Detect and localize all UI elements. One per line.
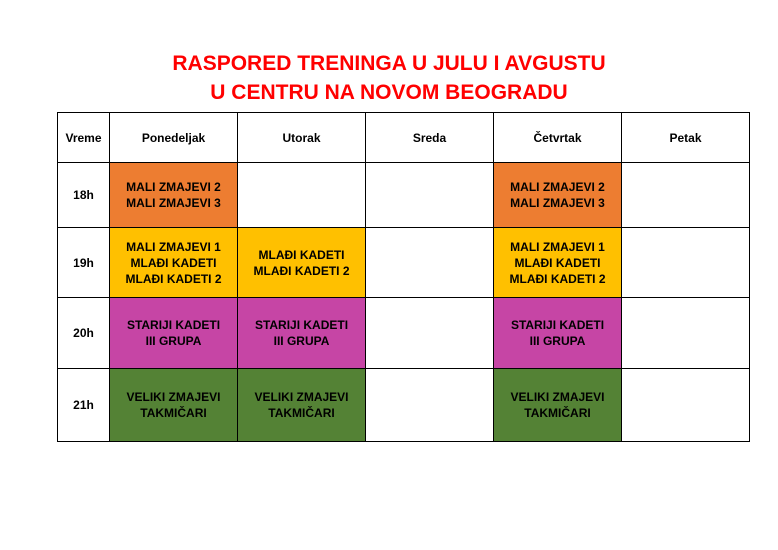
group-name: TAKMIČARI: [524, 406, 591, 420]
schedule-table: [57, 112, 750, 442]
schedule-cell-thursday: [494, 298, 622, 369]
page-title-line-2: U CENTRU NA NOVOM BEOGRADU: [210, 81, 568, 104]
group-name: MLAĐI KADETI: [258, 247, 345, 262]
group-name: TAKMIČARI: [268, 406, 335, 420]
group-name: MLAĐI KADETI 2: [125, 271, 222, 286]
time-cell: 18h: [58, 163, 110, 228]
table-row: [58, 163, 750, 228]
time-cell: 19h: [58, 228, 110, 298]
schedule-cell-monday: [110, 228, 238, 298]
group-name: MALI ZMAJEVI 3: [510, 196, 605, 210]
group-name: III GRUPA: [529, 334, 586, 348]
group-name: VELIKI ZMAJEVI: [126, 390, 221, 404]
group-name: VELIKI ZMAJEVI: [510, 390, 605, 404]
schedule-cell-thursday: [494, 228, 622, 298]
schedule-cell-wednesday: [366, 228, 494, 298]
header-cell-monday: Ponedeljak: [110, 113, 238, 163]
header-cell-time: Vreme: [58, 113, 110, 163]
schedule-cell-monday: [110, 298, 238, 369]
schedule-cell-tuesday: [238, 369, 366, 442]
schedule-cell-tuesday: [238, 163, 366, 228]
group-name: MALI ZMAJEVI 3: [126, 196, 221, 210]
schedule-cell-friday: [622, 369, 750, 442]
table-row: [58, 228, 750, 298]
group-name: STARIJI KADETI: [126, 318, 221, 332]
schedule-cell-thursday: [494, 369, 622, 442]
header-row: [58, 113, 750, 163]
group-name: III GRUPA: [273, 334, 330, 348]
table-row: [58, 369, 750, 442]
group-name: III GRUPA: [145, 334, 202, 348]
header-cell-friday: Petak: [622, 113, 750, 163]
group-name: MLAĐI KADETI 2: [253, 263, 350, 278]
header-cell-wednesday: Sreda: [366, 113, 494, 163]
group-name: MLAĐI KADETI 2: [509, 271, 606, 286]
schedule-cell-wednesday: [366, 298, 494, 369]
schedule-cell-wednesday: [366, 163, 494, 228]
time-cell: 21h: [58, 369, 110, 442]
group-name: MLAĐI KADETI: [514, 255, 601, 270]
page-title-line-1: RASPORED TRENINGA U JULU I AVGUSTU: [172, 52, 606, 75]
group-name: MALI ZMAJEVI 1: [126, 239, 221, 254]
group-name: STARIJI KADETI: [254, 318, 349, 332]
group-name: TAKMIČARI: [140, 406, 207, 420]
group-name: VELIKI ZMAJEVI: [254, 390, 349, 404]
time-cell: 20h: [58, 298, 110, 369]
header-cell-tuesday: Utorak: [238, 113, 366, 163]
table-row: [58, 298, 750, 369]
group-name: STARIJI KADETI: [510, 318, 605, 332]
schedule-cell-monday: [110, 369, 238, 442]
schedule-cell-tuesday: [238, 228, 366, 298]
group-name: MALI ZMAJEVI 2: [510, 180, 605, 194]
schedule-cell-thursday: [494, 163, 622, 228]
schedule-cell-friday: [622, 298, 750, 369]
schedule-cell-monday: [110, 163, 238, 228]
group-name: MALI ZMAJEVI 1: [510, 239, 605, 254]
header-cell-thursday: Četvrtak: [494, 113, 622, 163]
group-name: MLAĐI KADETI: [130, 255, 217, 270]
schedule-cell-tuesday: [238, 298, 366, 369]
schedule-cell-wednesday: [366, 369, 494, 442]
schedule-cell-friday: [622, 228, 750, 298]
schedule-cell-friday: [622, 163, 750, 228]
group-name: MALI ZMAJEVI 2: [126, 180, 221, 194]
